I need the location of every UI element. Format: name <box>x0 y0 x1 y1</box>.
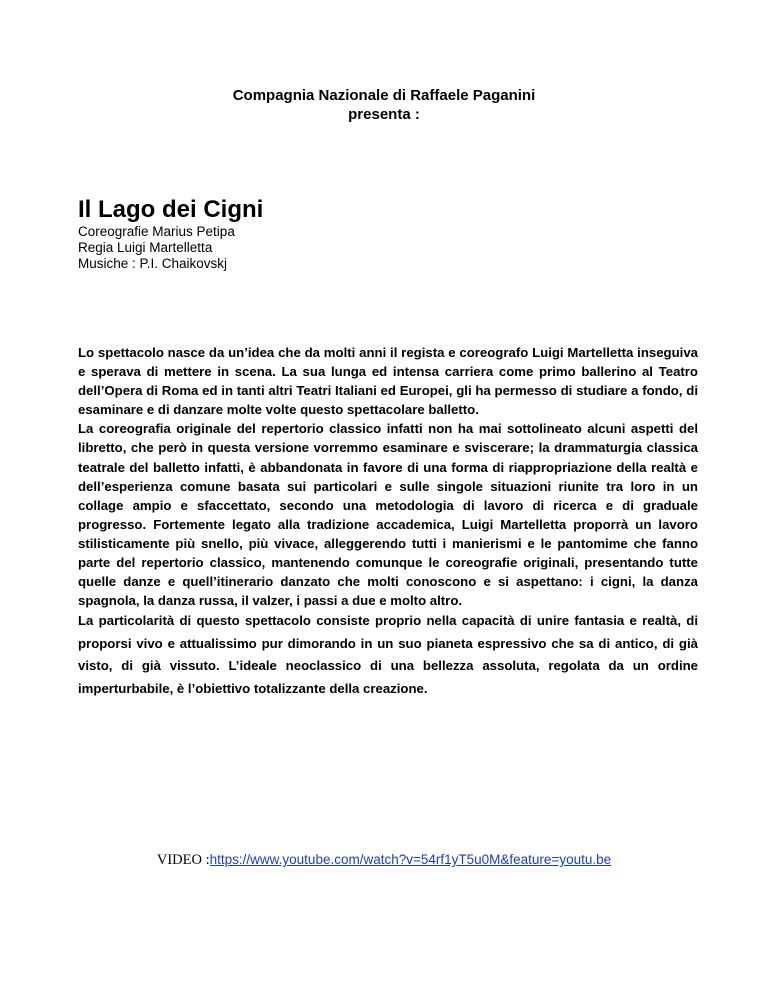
credits-block <box>78 224 235 272</box>
video-line <box>0 851 768 869</box>
show-title: Il Lago dei Cigni <box>78 196 264 223</box>
credit-choreography: Coreografie Marius Petipa <box>78 224 235 239</box>
description-body <box>78 343 698 700</box>
video-link[interactable]: https://www.youtube.com/watch?v=54rf1yT5u0M&feature=youtu.be <box>209 852 612 867</box>
company-header <box>0 86 768 124</box>
credit-music: Musiche : P.I. Chaikovskj <box>78 256 228 271</box>
credit-direction: Regia Luigi Martelletta <box>78 240 213 255</box>
paragraph-particularity: La particolarità di questo spettacolo consiste proprio nella capacità di unire fantasia e realtà, di proporsi vivo e attualissimo pur dimorando in un suo pianeta espressivo che sa di antico, di già visto, di già vissuto. L’ideale neoclassico di una bellezza assoluta, regolata da un ordine imperturbabile, è l’obiettivo totalizzante della creazione. <box>78 613 698 696</box>
paragraph-choreography: La coreografia originale del repertorio classico infatti non ha mai sottolineato alcuni aspetti del libretto, che però in questa versione vorremmo esaminare e sviscerare; la drammaturgia classica teatrale del balletto infatti, è abbandonata in favore di una forma di riappropriazione della realtà e dell’esperienza comune basata sui particolari e sulle singole situazioni riunite tra loro in un collage ampio e sfaccettato, secondo una metodologia di lavoro di ricerca e di graduale progresso. Fortemente legato alla tradizione accademica, Luigi Martelletta proporrà un lavoro stilisticamente più snello, più vivace, alleggerendo tutti i manierismi e le pantomime che fanno parte del repertorio classico, mantenendo comunque le coreografie originali, presentando tutte quelle danze e quell’itinerario danzato che molti conoscono e si aspettano: i cigni, la danza spagnola, la danza russa, il valzer, i passi a due e molto altro. <box>78 421 698 609</box>
presents-line: presenta : <box>348 106 420 123</box>
company-name: Compagnia Nazionale di Raffaele Paganini <box>232 87 536 104</box>
video-label: VIDEO : <box>156 852 210 868</box>
paragraph-intro: Lo spettacolo nasce da un’idea che da molti anni il regista e coreografo Luigi Martelletta inseguiva e sperava di mettere in scena. La sua lunga ed intensa carriera come primo ballerino al Teatro dell’Opera di Roma ed in tanti altri Teatri Italiani ed Europei, gli ha permesso di studiare a fondo, di esaminare e di danzare molte volte questo spettacolare balletto. <box>78 345 698 418</box>
